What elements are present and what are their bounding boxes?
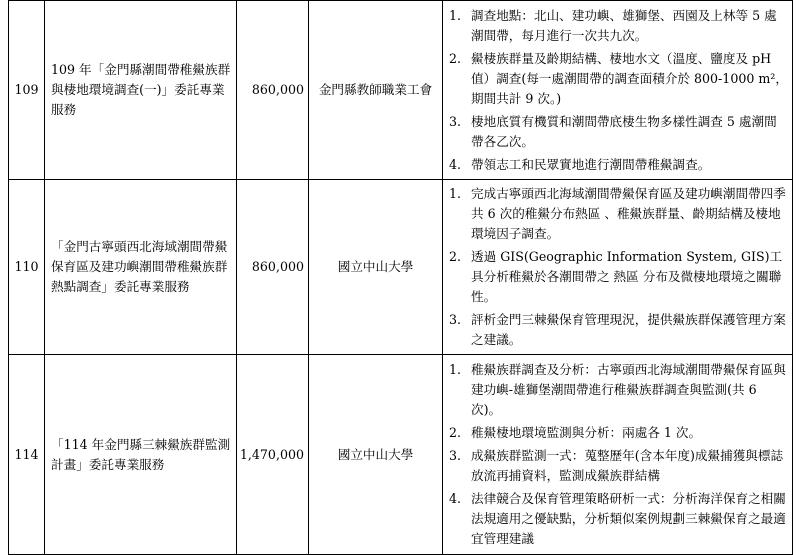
work-items-cell [443, 180, 793, 355]
item-number: 2. [449, 249, 462, 264]
item-text: 成鱟族群監測一式：蒐整歷年(含本年度)成鱟捕獲與標誌放流再捕資料，監測成鱟族群結構 [471, 448, 784, 483]
item-number: 3. [449, 448, 462, 463]
organization-cell: 國立中山大學 [309, 180, 443, 355]
item-text: 鱟棲族群量及齡期結構、棲地水文（溫度、鹽度及 pH 值）調查(每一處潮間帶的調查面積介於 800-1000 m²，期間共計 9 次。) [471, 50, 788, 106]
amount-cell: 860,000 [237, 1, 309, 180]
item-number: 2. [449, 50, 462, 66]
item-number: 1. [449, 7, 462, 23]
item-text: 稚鱟棲地環境監測與分析：兩處各 1 次。 [471, 425, 702, 440]
work-items-cell [443, 1, 793, 180]
list-item [443, 49, 788, 109]
item-text: 帶領志工和民眾實地進行潮間帶稚鱟調查。 [471, 156, 711, 172]
table-row [9, 355, 793, 555]
item-number: 2. [449, 425, 462, 440]
item-text: 完成古寧頭西北海域潮間帶鱟保育區及建功嶼潮間帶四季共 6 次的稚鱟分布熱區 、稚鱟族群量、齡期結構及棲地環境因子調查。 [471, 186, 786, 241]
work-items-list [443, 360, 788, 549]
project-name-cell: 109 年「金門縣潮間帶稚鱟族群與棲地環境調查(一)」委託專業服務 [45, 1, 237, 180]
year-cell: 109 [9, 1, 45, 180]
item-text: 透過 GIS(Geographic Information System, GIS)工具分析稚鱟於各潮間帶之 熱區 分布及微棲地環境之關聯性。 [471, 249, 783, 304]
list-item [443, 360, 788, 420]
amount-cell: 860,000 [237, 180, 309, 355]
year-cell: 114 [9, 355, 45, 555]
organization-cell: 金門縣教師職業工會 [309, 1, 443, 180]
list-item [443, 184, 788, 244]
item-number: 4. [449, 491, 462, 506]
item-text: 稚鱟族群調查及分析：古寧頭西北海域潮間帶鱟保育區與建功嶼-雄獅堡潮間帶進行稚鱟族群調查與監測(共 6 次)。 [471, 362, 786, 417]
item-text: 調查地點：北山、建功嶼、雄獅堡、西園及上林等 5 處潮間帶，每月進行一次共九次。 [471, 7, 777, 43]
year-cell: 110 [9, 180, 45, 355]
item-text: 法律競合及保育管理策略研析一式：分析海洋保育之相關法規適用之優缺點，分析類似案例規劃三棘鱟保育之最適宜管理建議 [471, 491, 786, 546]
list-item [443, 6, 788, 46]
table-row [9, 1, 793, 180]
project-name-cell: 「114 年金門縣三棘鱟族群監測計畫」委託專業服務 [45, 355, 237, 555]
item-number: 3. [449, 113, 462, 129]
list-item [443, 247, 788, 307]
item-text: 棲地底質有機質和潮間帶底棲生物多樣性調查 5 處潮間帶各乙次。 [471, 113, 777, 149]
list-item [443, 489, 788, 549]
item-number: 3. [449, 312, 462, 327]
list-item [443, 155, 788, 175]
item-text: 評析金門三棘鱟保育管理現況，提供鱟族群保護管理方案之建議。 [471, 312, 786, 347]
organization-cell: 國立中山大學 [309, 355, 443, 555]
amount-cell: 1,470,000 [237, 355, 309, 555]
item-number: 1. [449, 186, 462, 201]
project-table [8, 0, 793, 555]
table-row [9, 180, 793, 355]
list-item [443, 446, 788, 486]
project-name-cell: 「金門古寧頭西北海域潮間帶鱟保育區及建功嶼潮間帶稚鱟族群熱點調查」委託專業服務 [45, 180, 237, 355]
list-item [443, 112, 788, 152]
item-number: 1. [449, 362, 462, 377]
item-number: 4. [449, 156, 462, 172]
work-items-cell [443, 355, 793, 555]
work-items-list [443, 6, 788, 175]
list-item [443, 310, 788, 350]
list-item [443, 423, 788, 443]
work-items-list [443, 184, 788, 350]
